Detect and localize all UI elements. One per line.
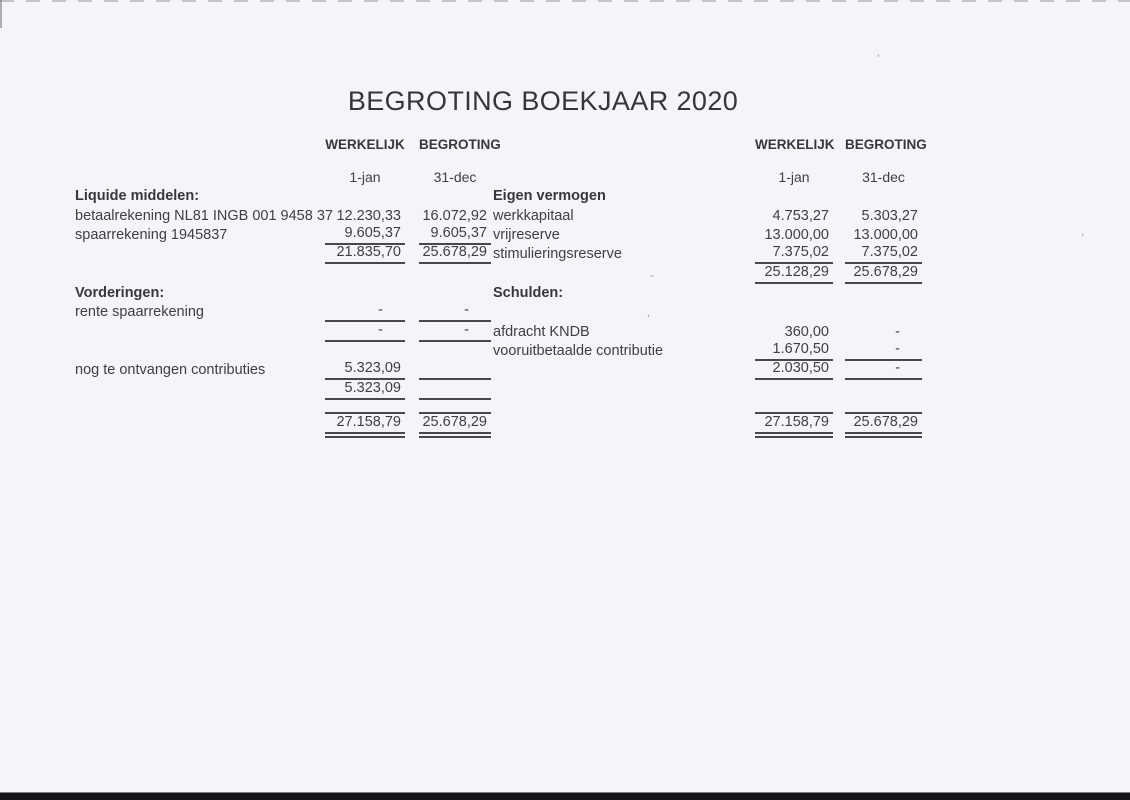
scan-speck: - xyxy=(650,268,654,282)
column-subheaders xyxy=(75,163,491,187)
subtotal-row xyxy=(75,245,491,264)
row-label: afdracht KNDB xyxy=(493,323,590,340)
column-headers xyxy=(493,137,927,163)
begroting-value: - xyxy=(419,302,491,322)
scan-top-edge xyxy=(0,0,1130,2)
row-label: nog te ontvangen contributies xyxy=(75,362,266,379)
table-row xyxy=(493,187,922,206)
table-row xyxy=(493,245,922,264)
table-row xyxy=(493,342,922,361)
begroting-header: BEGROTING xyxy=(419,137,501,152)
scan-bottom-edge xyxy=(0,792,1130,800)
werkelijk-value: 12.230,33 xyxy=(336,207,401,224)
empty-row xyxy=(75,342,491,361)
begroting-subtotal: 25.678,29 xyxy=(419,244,491,264)
section-label: Schulden: xyxy=(493,284,564,301)
werkelijk-subtotal: 21.835,70 xyxy=(325,244,405,264)
grand-total-row xyxy=(75,414,491,438)
column-subheaders xyxy=(493,163,922,187)
begroting-header: BEGROTING xyxy=(845,137,927,152)
column-headers xyxy=(75,137,501,163)
begroting-value: 9.605,37 xyxy=(419,225,491,245)
empty-row xyxy=(493,303,922,322)
row-label: betaalrekening NL81 INGB 001 9458 37 xyxy=(75,207,333,224)
begroting-subtotal: 25.678,29 xyxy=(845,264,922,284)
subtotal-row xyxy=(75,380,491,399)
row-label: spaarrekening 1945837 xyxy=(75,226,228,243)
begroting-grand-total: 25.678,29 xyxy=(419,412,491,438)
werkelijk-value: 1.670,50 xyxy=(755,341,833,361)
row-label: vrijreserve xyxy=(493,226,560,243)
begroting-grand-total: 25.678,29 xyxy=(845,412,922,438)
row-label: rente spaarrekening xyxy=(75,304,204,321)
begroting-value: 16.072,92 xyxy=(422,207,487,224)
werkelijk-value: 9.605,37 xyxy=(325,225,405,245)
begroting-value: 5.303,27 xyxy=(861,207,918,224)
row-label: vooruitbetaalde contributie xyxy=(493,342,664,359)
section-label: Eigen vermogen xyxy=(493,188,606,205)
table-row xyxy=(75,226,491,245)
empty-row xyxy=(493,380,922,399)
werkelijk-subtotal: 25.128,29 xyxy=(755,264,833,284)
empty-row xyxy=(75,264,491,283)
begroting-subtotal: - xyxy=(845,360,922,380)
liabilities-table xyxy=(493,137,927,438)
table-row xyxy=(493,206,922,225)
begroting-subtotal: - xyxy=(419,322,491,342)
table-row xyxy=(75,303,491,322)
subtotal-row xyxy=(493,264,922,283)
table-row xyxy=(493,322,922,341)
table-row xyxy=(493,284,922,303)
date-subheader-31dec: 31-dec xyxy=(862,169,905,185)
date-subheader-31dec: 31-dec xyxy=(433,169,477,185)
begroting-value: 7.375,02 xyxy=(845,244,922,264)
subtotal-row xyxy=(75,322,491,341)
werkelijk-value: 7.375,02 xyxy=(755,244,833,264)
grand-total-row xyxy=(493,414,922,438)
table-row xyxy=(75,284,491,303)
werkelijk-value: 4.753,27 xyxy=(772,207,829,224)
date-subheader-1jan: 1-jan xyxy=(778,169,810,185)
scan-speck: ’ xyxy=(647,312,650,326)
scan-speck: , xyxy=(1081,224,1085,238)
werkelijk-value: 5.323,09 xyxy=(325,360,405,380)
begroting-value: - xyxy=(845,341,922,361)
werkelijk-grand-total: 27.158,79 xyxy=(755,412,833,438)
werkelijk-header: WERKELIJK xyxy=(325,137,405,152)
scan-left-edge-mark xyxy=(0,0,2,28)
table-row xyxy=(493,226,922,245)
werkelijk-subtotal: 2.030,50 xyxy=(755,360,833,380)
werkelijk-value: 360,00 xyxy=(784,323,829,340)
section-label: Vorderingen: xyxy=(75,284,165,301)
page-title: BEGROTING BOEKJAAR 2020 xyxy=(347,86,739,116)
werkelijk-value: - xyxy=(325,302,405,322)
begroting-value xyxy=(419,377,491,380)
begroting-value: - xyxy=(895,323,900,340)
table-row xyxy=(75,361,491,380)
assets-table xyxy=(75,137,501,438)
begroting-value: 13.000,00 xyxy=(853,226,918,243)
subtotal-row xyxy=(493,361,922,380)
werkelijk-header: WERKELIJK xyxy=(755,137,835,152)
werkelijk-grand-total: 27.158,79 xyxy=(325,412,405,438)
werkelijk-value: 13.000,00 xyxy=(764,226,829,243)
werkelijk-subtotal: 5.323,09 xyxy=(325,380,405,400)
werkelijk-subtotal: - xyxy=(325,322,405,342)
scan-speck: ’ xyxy=(877,52,880,66)
table-row xyxy=(75,206,491,225)
row-label: stimulieringsreserve xyxy=(493,246,622,263)
begroting-subtotal xyxy=(419,397,491,400)
section-label: Liquide middelen: xyxy=(75,188,200,205)
row-label: werkkapitaal xyxy=(493,207,574,224)
table-row xyxy=(75,187,491,206)
date-subheader-1jan: 1-jan xyxy=(349,169,381,185)
